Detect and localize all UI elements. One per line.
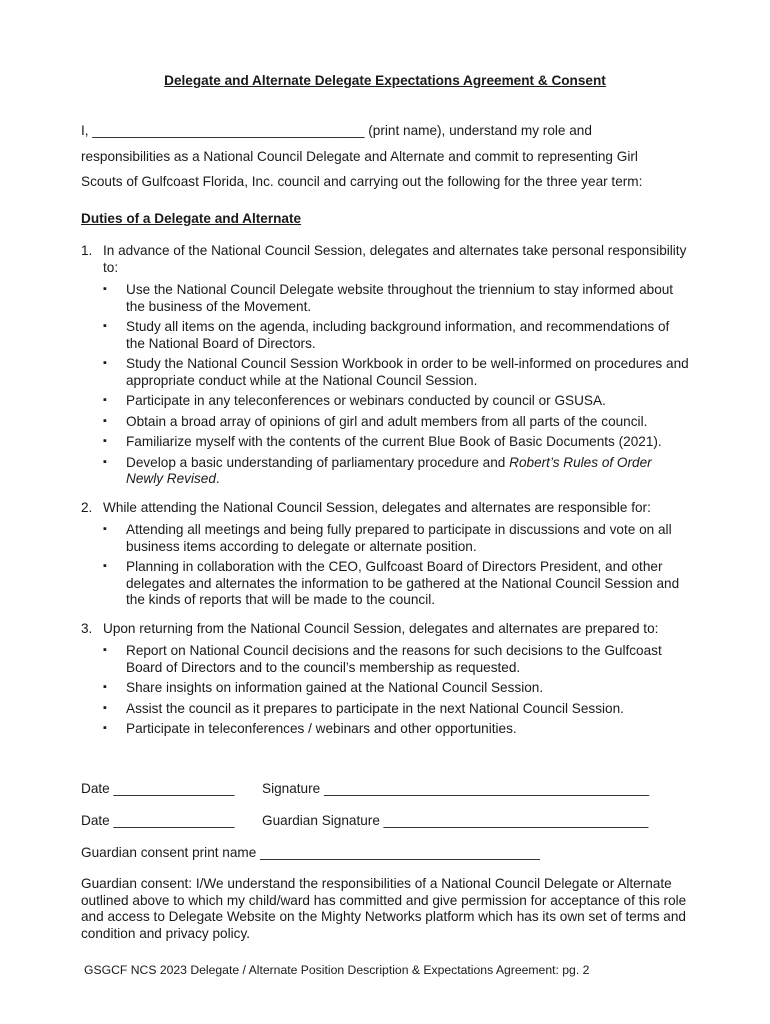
section-number: 1.	[81, 243, 93, 258]
list-item: ▪ Familiarize myself with the contents of the current Blue Book of Basic Documents (2021).	[103, 434, 662, 449]
list-item: ▪ Obtain a broad array of opinions of girl and adult members from all parts of the council.	[103, 413, 648, 429]
section-number: 2.	[81, 499, 93, 515]
list-item: ▪ Assist the council as it prepares to participate in the next National Council Session.	[103, 700, 624, 716]
list-item: ▪ Develop a basic understanding of parliamentary procedure and Robert’s Rules of Order Newly Revised.	[103, 454, 652, 486]
bullet-icon: ▪	[103, 394, 107, 406]
bullet-icon: ▪	[103, 455, 107, 468]
signature-field[interactable]: Signature ___________________________________________	[262, 781, 650, 796]
list-item: ▪ Use the National Council Delegate website throughout the triennium to stay informed about the business of the Movement.	[103, 282, 674, 314]
bullet-icon: ▪	[103, 435, 107, 447]
bullet-icon: ▪	[103, 644, 107, 656]
guardian-signature-field[interactable]: Guardian Signature ___________________________________	[262, 813, 649, 828]
document-title: Delegate and Alternate Delegate Expectations Agreement & Consent	[164, 73, 606, 88]
bullet-icon: ▪	[103, 681, 107, 693]
list-item: ▪ Report on National Council decisions and the reasons for such decisions to the Gulfcoast Board of Directors and to the council’s membership as requested.	[103, 643, 662, 675]
section-text: While attending the National Council Session, delegates and alternates are responsible for:	[103, 499, 651, 515]
bullet-list	[103, 643, 691, 738]
bullet-icon: ▪	[103, 414, 107, 427]
list-item: ▪ Planning in collaboration with the CEO, Gulfcoast Board of Directors President, and other delegates and alternates the information to be gathered at the National Council Session and the kinds of reports that will be made to the council.	[103, 559, 680, 607]
bullet-list	[103, 522, 691, 609]
list-item: ▪ Attending all meetings and being fully prepared to participate in discussions and vote on all business items according to delegate or alternate position.	[103, 522, 672, 554]
intro-line-1: I, ____________________________________ (print name), understand my role and	[81, 123, 592, 138]
bullet-list	[103, 282, 691, 488]
bullet-icon: ▪	[103, 523, 107, 535]
list-item: ▪ Share insights on information gained at the National Council Session.	[103, 680, 544, 695]
guardian-consent-text: Guardian consent: I/We understand the responsibilities of a National Council Delegate or Alternate outlined above to which my child/ward has committed and give permission for acceptance of this role and access to Delegate Website on the Mighty Networks platform which has its own set of terms and condition and privacy policy.	[81, 876, 687, 941]
section-1	[81, 243, 691, 488]
date-field-1[interactable]: Date ________________	[81, 781, 235, 796]
list-item: ▪ Study the National Council Session Workbook in order to be well-informed on procedures and appropriate conduct while at the National Council Session.	[103, 356, 689, 388]
list-item: ▪ Participate in teleconferences / webinars and other opportunities.	[103, 721, 517, 736]
list-item: ▪ Participate in any teleconferences or webinars conducted by council or GSUSA.	[103, 393, 606, 408]
bullet-icon: ▪	[103, 701, 107, 714]
bullet-icon: ▪	[103, 283, 107, 295]
guardian-print-name-field[interactable]: Guardian consent print name _____________________________________	[81, 845, 540, 860]
bullet-icon: ▪	[103, 560, 107, 572]
intro-line-3: Scouts of Gulfcoast Florida, Inc. council and carrying out the following for the three year term:	[81, 174, 643, 189]
intro-line-2: responsibilities as a National Council Delegate and Alternate and commit to representing Girl	[81, 149, 638, 164]
page-footer: GSGCF NCS 2023 Delegate / Alternate Position Description & Expectations Agreement: pg. 2	[84, 963, 590, 977]
bullet-icon: ▪	[103, 722, 107, 734]
duties-heading: Duties of a Delegate and Alternate	[81, 211, 302, 226]
section-2	[81, 500, 691, 609]
bullet-icon: ▪	[103, 320, 107, 332]
list-item: ▪ Study all items on the agenda, including background information, and recommendations of the National Board of Directors.	[103, 319, 670, 351]
duties-list	[81, 243, 691, 747]
book-title: Robert’s Rules of Order Newly Revised	[126, 454, 652, 486]
section-text: Upon returning from the National Council Session, delegates and alternates are prepared to:	[103, 620, 659, 636]
date-field-2[interactable]: Date ________________	[81, 813, 235, 828]
section-3	[81, 621, 691, 738]
section-number: 3.	[81, 620, 93, 636]
bullet-icon: ▪	[103, 357, 107, 369]
section-text: In advance of the National Council Session, delegates and alternates take personal responsibility to:	[103, 243, 687, 275]
